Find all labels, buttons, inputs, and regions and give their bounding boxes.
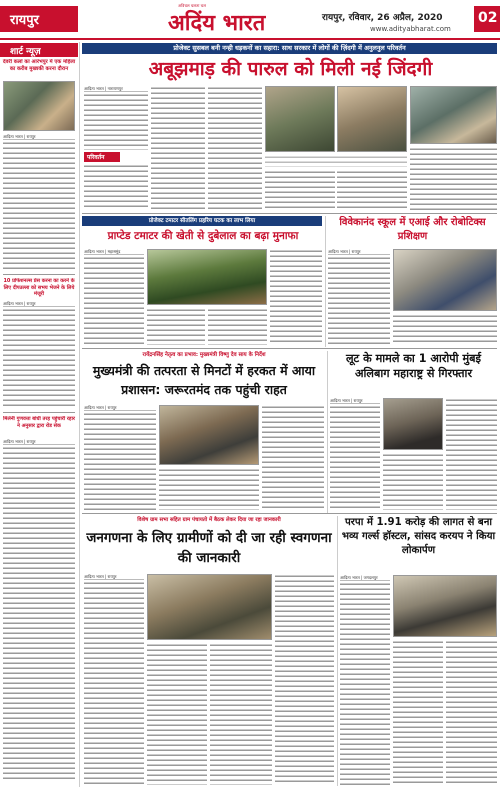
story6-headline: जनगणना के लिए ग्रामीणों को दी जा रही स्वगणना की जानकारी [86,530,332,566]
story5-photo [383,398,443,450]
issue-date: रायपुर, रविवार, 26 अप्रैल, 2020 [322,13,443,23]
story4-col2 [159,468,259,510]
story6-kicker: विशेष ग्राम सभा सहित ग्राम पंचायतो में बैठक लेकर दिया जा रहा जानकारी [137,517,281,523]
logo [168,2,318,38]
story6-byline: आदित्य भारत | रायपुर [84,574,144,580]
rule-1 [82,213,497,214]
story1-col2 [151,86,205,210]
story2-headline: प्राप्टेड टमाटर की खेती से दुबेलाल का बढ़ा मुनाफा [107,230,299,242]
story1-col4 [265,170,335,210]
story1-col5 [337,170,407,210]
sidebar [0,40,78,789]
rule-3 [82,513,497,514]
story4-kicker: रायेंद्रनसिंह नेतृत्व का प्रभाव: मुख्यमंत्री विष्णु देव साय के निर्देश [142,352,266,358]
story3-byline: आदित्य भारत | रायपुर [328,249,390,255]
story6-col2 [147,643,207,785]
story7-headline: परपा में 1.91 करोड़ की लागत से बना भव्य गर्ल्स हॉस्टल, सांसद करयप ने किया लोकार्पण [341,517,496,556]
story6-photo [147,574,272,640]
city-name: रायपुर [10,13,39,28]
website[interactable]: www.adityabharat.com [370,25,451,33]
story4-headline: मुख्यमंत्री की तत्परता से मिनटों में हरकत में आया प्रशासन: जरूरतमंद तक पहुंची राहत [92,363,316,397]
brief3-byline: आदित्य भारत | रायपुर [3,439,75,445]
brief3-text [3,446,75,781]
story1-col3 [208,86,262,210]
brief2-byline: आदित्य भारत | रायपुर [3,301,75,307]
story4-byline: आदित्य भारत | रायपुर [84,405,156,411]
short-news-title: शार्ट न्यूज़ [10,47,41,57]
story4-col1 [84,412,156,510]
story2-col3 [208,308,267,345]
brief3-title: मिलेनी गुणवत्ता बांधी तरह पहुंचारी रहार ने अनुसार द्वारा रोड सेक [3,416,75,429]
story5-col1 [330,405,380,510]
story1-caption [265,155,407,167]
story1-label-box [84,152,120,162]
story7-photo [393,575,497,637]
story1-col6 [410,147,497,210]
story1-col1b [84,164,148,210]
city-tab [0,6,78,32]
story1-col1 [84,93,148,150]
story2-col2 [147,308,205,345]
short-news-header [0,43,78,57]
story4-col3 [262,405,324,510]
divider-story6-7 [337,516,338,786]
story5-byline: आदित्य भारत | रायपुर [330,398,380,404]
brief1-text [3,141,75,271]
story2-col4 [270,249,322,345]
story1-photo-2 [337,86,407,152]
story2-col1 [84,256,144,345]
story1-headline: अबूझमाड़ की पारुल को मिली नई जिंदगी [148,58,433,80]
story2-kicker: प्रोजेक्ट टमाटर सीतलिंग प्रहरिय घटक का लाभ लिया [82,216,322,226]
story3-col1 [328,256,390,345]
brief2-text [3,308,75,408]
story2-byline: आदित्य भारत | महासमुंद [84,249,144,255]
brief1-byline: आदित्य भारत | रायपुर [3,134,75,140]
story4-photo [159,405,259,465]
rule-2 [82,348,497,349]
story7-col3 [446,640,497,785]
story6-col1 [84,581,144,785]
story5-col2 [383,453,443,510]
logo-tagline: अविचल चलता चल [178,3,206,8]
story7-byline: आदित्य भारत | जगदलपुर [340,575,390,581]
story5-col3 [446,398,497,510]
story6-col4 [275,574,334,785]
story5-headline: लूट के मामले का 1 आरोपी मुंबई अलिबाग महाराष्ट्र से गिरफ्तार [345,352,482,380]
masthead [0,0,500,40]
story1-photo-3 [410,86,497,144]
story6-col3 [210,643,272,785]
story3-headline: विवेकानंद स्कूल में एआई और रोबोटिक्स प्रशिक्षण [339,217,486,242]
divider-story2-3 [325,216,326,347]
page-number: 02 [478,10,498,26]
sidebar-rule-2 [3,412,75,413]
page-number-box [474,6,500,32]
story2-photo [147,249,267,305]
story3-col2 [393,314,497,345]
story7-col2 [393,640,443,785]
sidebar-rule-1 [3,274,75,275]
brief1-photo [3,81,75,131]
logo-text: अदिंय भारत [168,10,266,36]
story1-photo-1 [265,86,335,152]
divider-story4-5 [327,351,328,513]
story1-byline: आदित्य भारत | नारायणपुर [84,86,148,92]
story3-photo [393,249,497,311]
brief1-title: देवरी कलां का आरंभपुर मे एक महिला का करीब मुख्यकी करना दौरान [2,59,76,72]
story1-kicker: प्रोजेक्ट सुसबल बनी नन्ही धड़कनों का सहारा: साथ सरकार में लोगों की ज़िंदगी में अनुलनुल परिवर्तन [82,43,497,54]
brief2-title: 10 प्रोफेशनल्स प्रेस करना का करने के लिए दीपउल्ला को सभय भेजने के लिये मंजूरी [3,278,75,297]
sidebar-divider [79,42,80,787]
story7-col1 [340,582,390,785]
story1-label: परिवर्तन [87,154,105,161]
